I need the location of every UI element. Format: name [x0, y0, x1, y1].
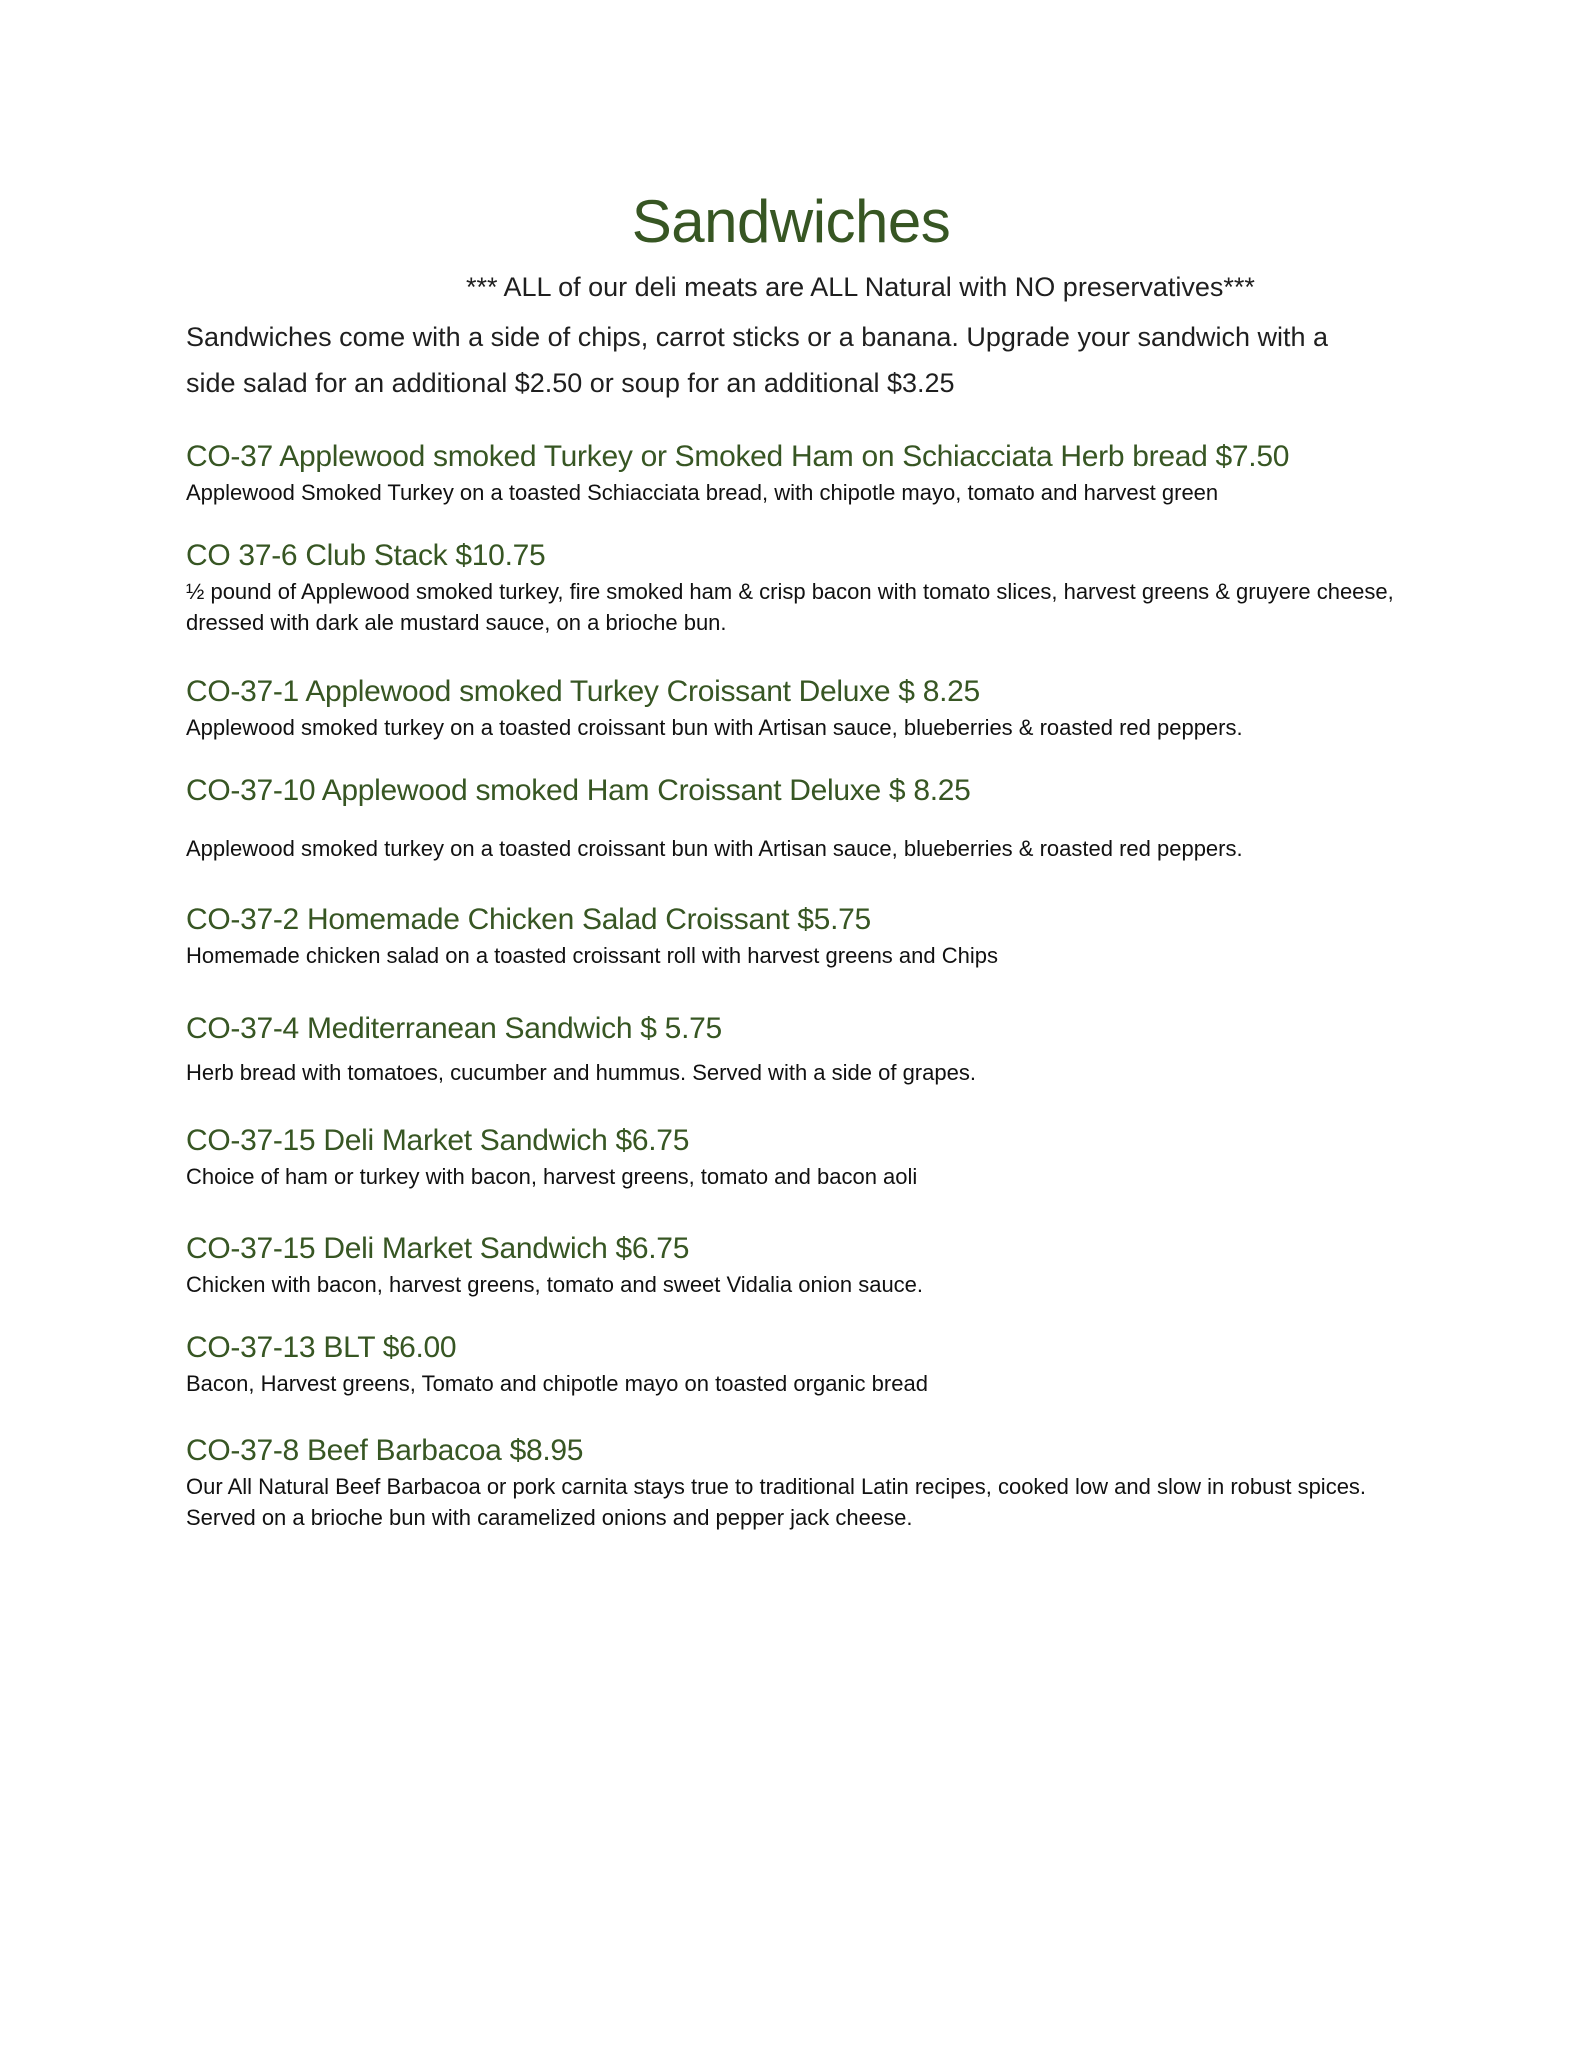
menu-item-title: CO-37-2 Homemade Chicken Salad Croissant $5.75	[186, 903, 871, 936]
menu-item-description: Applewood Smoked Turkey on a toasted Schiacciata bread, with chipotle mayo, tomato and harvest green	[186, 480, 1219, 505]
menu-item-description: Applewood smoked turkey on a toasted croissant bun with Artisan sauce, blueberries & roasted red peppers.	[186, 836, 1243, 861]
menu-item-title: CO-37-13 BLT $6.00	[186, 1331, 457, 1364]
menu-item-title: CO-37-15 Deli Market Sandwich $6.75	[186, 1124, 690, 1157]
menu-item-description: ½ pound of Applewood smoked turkey, fire smoked ham & crisp bacon with tomato slices, harvest greens & gruyere cheese, dressed with dark ale mustard sauce, on a brioche bun.	[186, 579, 1394, 635]
menu-item-title: CO-37-15 Deli Market Sandwich $6.75	[186, 1232, 690, 1265]
menu-item-title: CO-37-8 Beef Barbacoa $8.95	[186, 1434, 584, 1467]
menu-item-title: CO 37-6 Club Stack $10.75	[186, 539, 546, 572]
menu-item-description: Herb bread with tomatoes, cucumber and hummus. Served with a side of grapes.	[186, 1060, 976, 1085]
menu-item-description: Applewood smoked turkey on a toasted croissant bun with Artisan sauce, blueberries & roasted red peppers.	[186, 715, 1243, 740]
page-title: Sandwiches	[631, 188, 951, 255]
sides-intro: Sandwiches come with a side of chips, carrot sticks or a banana. Upgrade your sandwich with a side salad for an additional $2.50 or soup for an additional $3.25	[186, 322, 1329, 398]
menu-item	[186, 1121, 1396, 1192]
menu-item-title: CO-37-4 Mediterranean Sandwich $ 5.75	[186, 1012, 722, 1045]
menu-item	[186, 536, 1396, 638]
menu-item-description: Chicken with bacon, harvest greens, tomato and sweet Vidalia onion sauce.	[186, 1272, 924, 1297]
menu-item	[186, 437, 1396, 508]
menu-item-description: Choice of ham or turkey with bacon, harvest greens, tomato and bacon aoli	[186, 1164, 918, 1189]
menu-item	[186, 771, 1396, 864]
preservatives-notice: *** ALL of our deli meats are ALL Natural with NO preservatives***	[466, 272, 1255, 302]
menu-item-title: CO-37 Applewood smoked Turkey or Smoked Ham on Schiacciata Herb bread $7.50	[186, 440, 1290, 473]
menu-item	[186, 672, 1396, 743]
menu-item	[186, 900, 1396, 971]
menu-item-description: Homemade chicken salad on a toasted croissant roll with harvest greens and Chips	[186, 943, 998, 968]
menu-item	[186, 1229, 1396, 1300]
menu-item-description: Bacon, Harvest greens, Tomato and chipotle mayo on toasted organic bread	[186, 1371, 928, 1396]
menu-item-title: CO-37-1 Applewood smoked Turkey Croissant Deluxe $ 8.25	[186, 675, 980, 708]
menu-item	[186, 1009, 1396, 1088]
menu-item-title: CO-37-10 Applewood smoked Ham Croissant Deluxe $ 8.25	[186, 774, 971, 807]
menu-item	[186, 1431, 1396, 1533]
menu-item-description: Our All Natural Beef Barbacoa or pork carnita stays true to traditional Latin recipes, cooked low and slow in robust spices. Served on a brioche bun with caramelized onions and pepper jack cheese.	[186, 1474, 1367, 1530]
menu-item	[186, 1328, 1396, 1399]
